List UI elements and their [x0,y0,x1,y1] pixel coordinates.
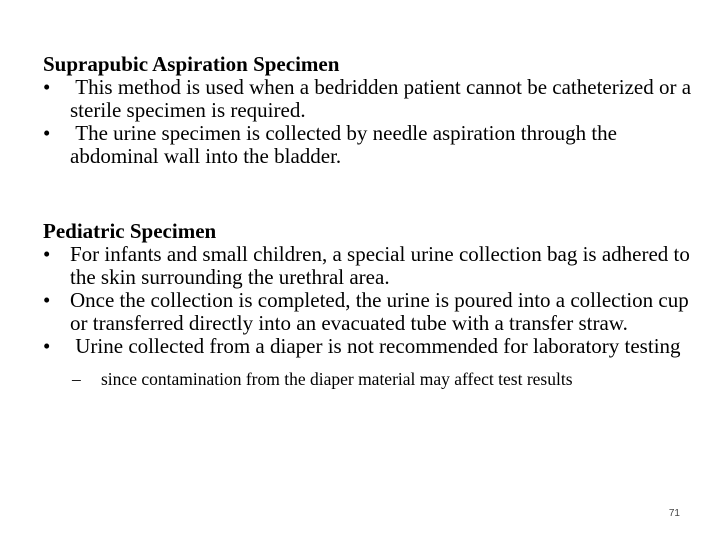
bullet-marker: • [43,288,51,312]
bullet-text: This method is used when a bedridden patient cannot be catheterized or a sterile specimen is required. [70,75,697,122]
bullet-text: The urine specimen is collected by needle aspiration through the abdominal wall into the bladder. [70,121,623,168]
bullet-item [43,122,693,168]
bullet-item [43,75,697,122]
sub-bullet-item [70,368,693,390]
bullet-marker: • [43,242,51,266]
section-heading: Pediatric Specimen [43,219,217,243]
bullet-item [43,242,696,289]
bullet-marker: • [43,75,51,99]
section-heading: Suprapubic Aspiration Specimen [43,52,340,76]
bullet-item [43,289,693,335]
bullet-marker: • [43,334,51,358]
bullet-text: For infants and small children, a special urine collection bag is adhered to the skin surrounding the urethral area. [70,242,696,289]
sub-bullet-list [70,368,693,390]
bullet-list [43,242,696,390]
page-number: 71 [668,508,680,519]
section-pediatric-specimen [43,219,696,390]
bullet-list [43,75,697,168]
bullet-item [43,335,693,390]
bullet-text: Once the collection is completed, the urine is poured into a collection cup or transferred directly into an evacuated tube with a transfer straw. [70,288,694,335]
bullet-text: Urine collected from a diaper is not recommended for laboratory testing [70,334,681,358]
bullet-marker: • [43,121,51,145]
dash-marker: – [72,369,81,389]
section-suprapubic-aspiration [43,52,697,168]
sub-bullet-text: since contamination from the diaper material may affect test results [101,369,573,389]
